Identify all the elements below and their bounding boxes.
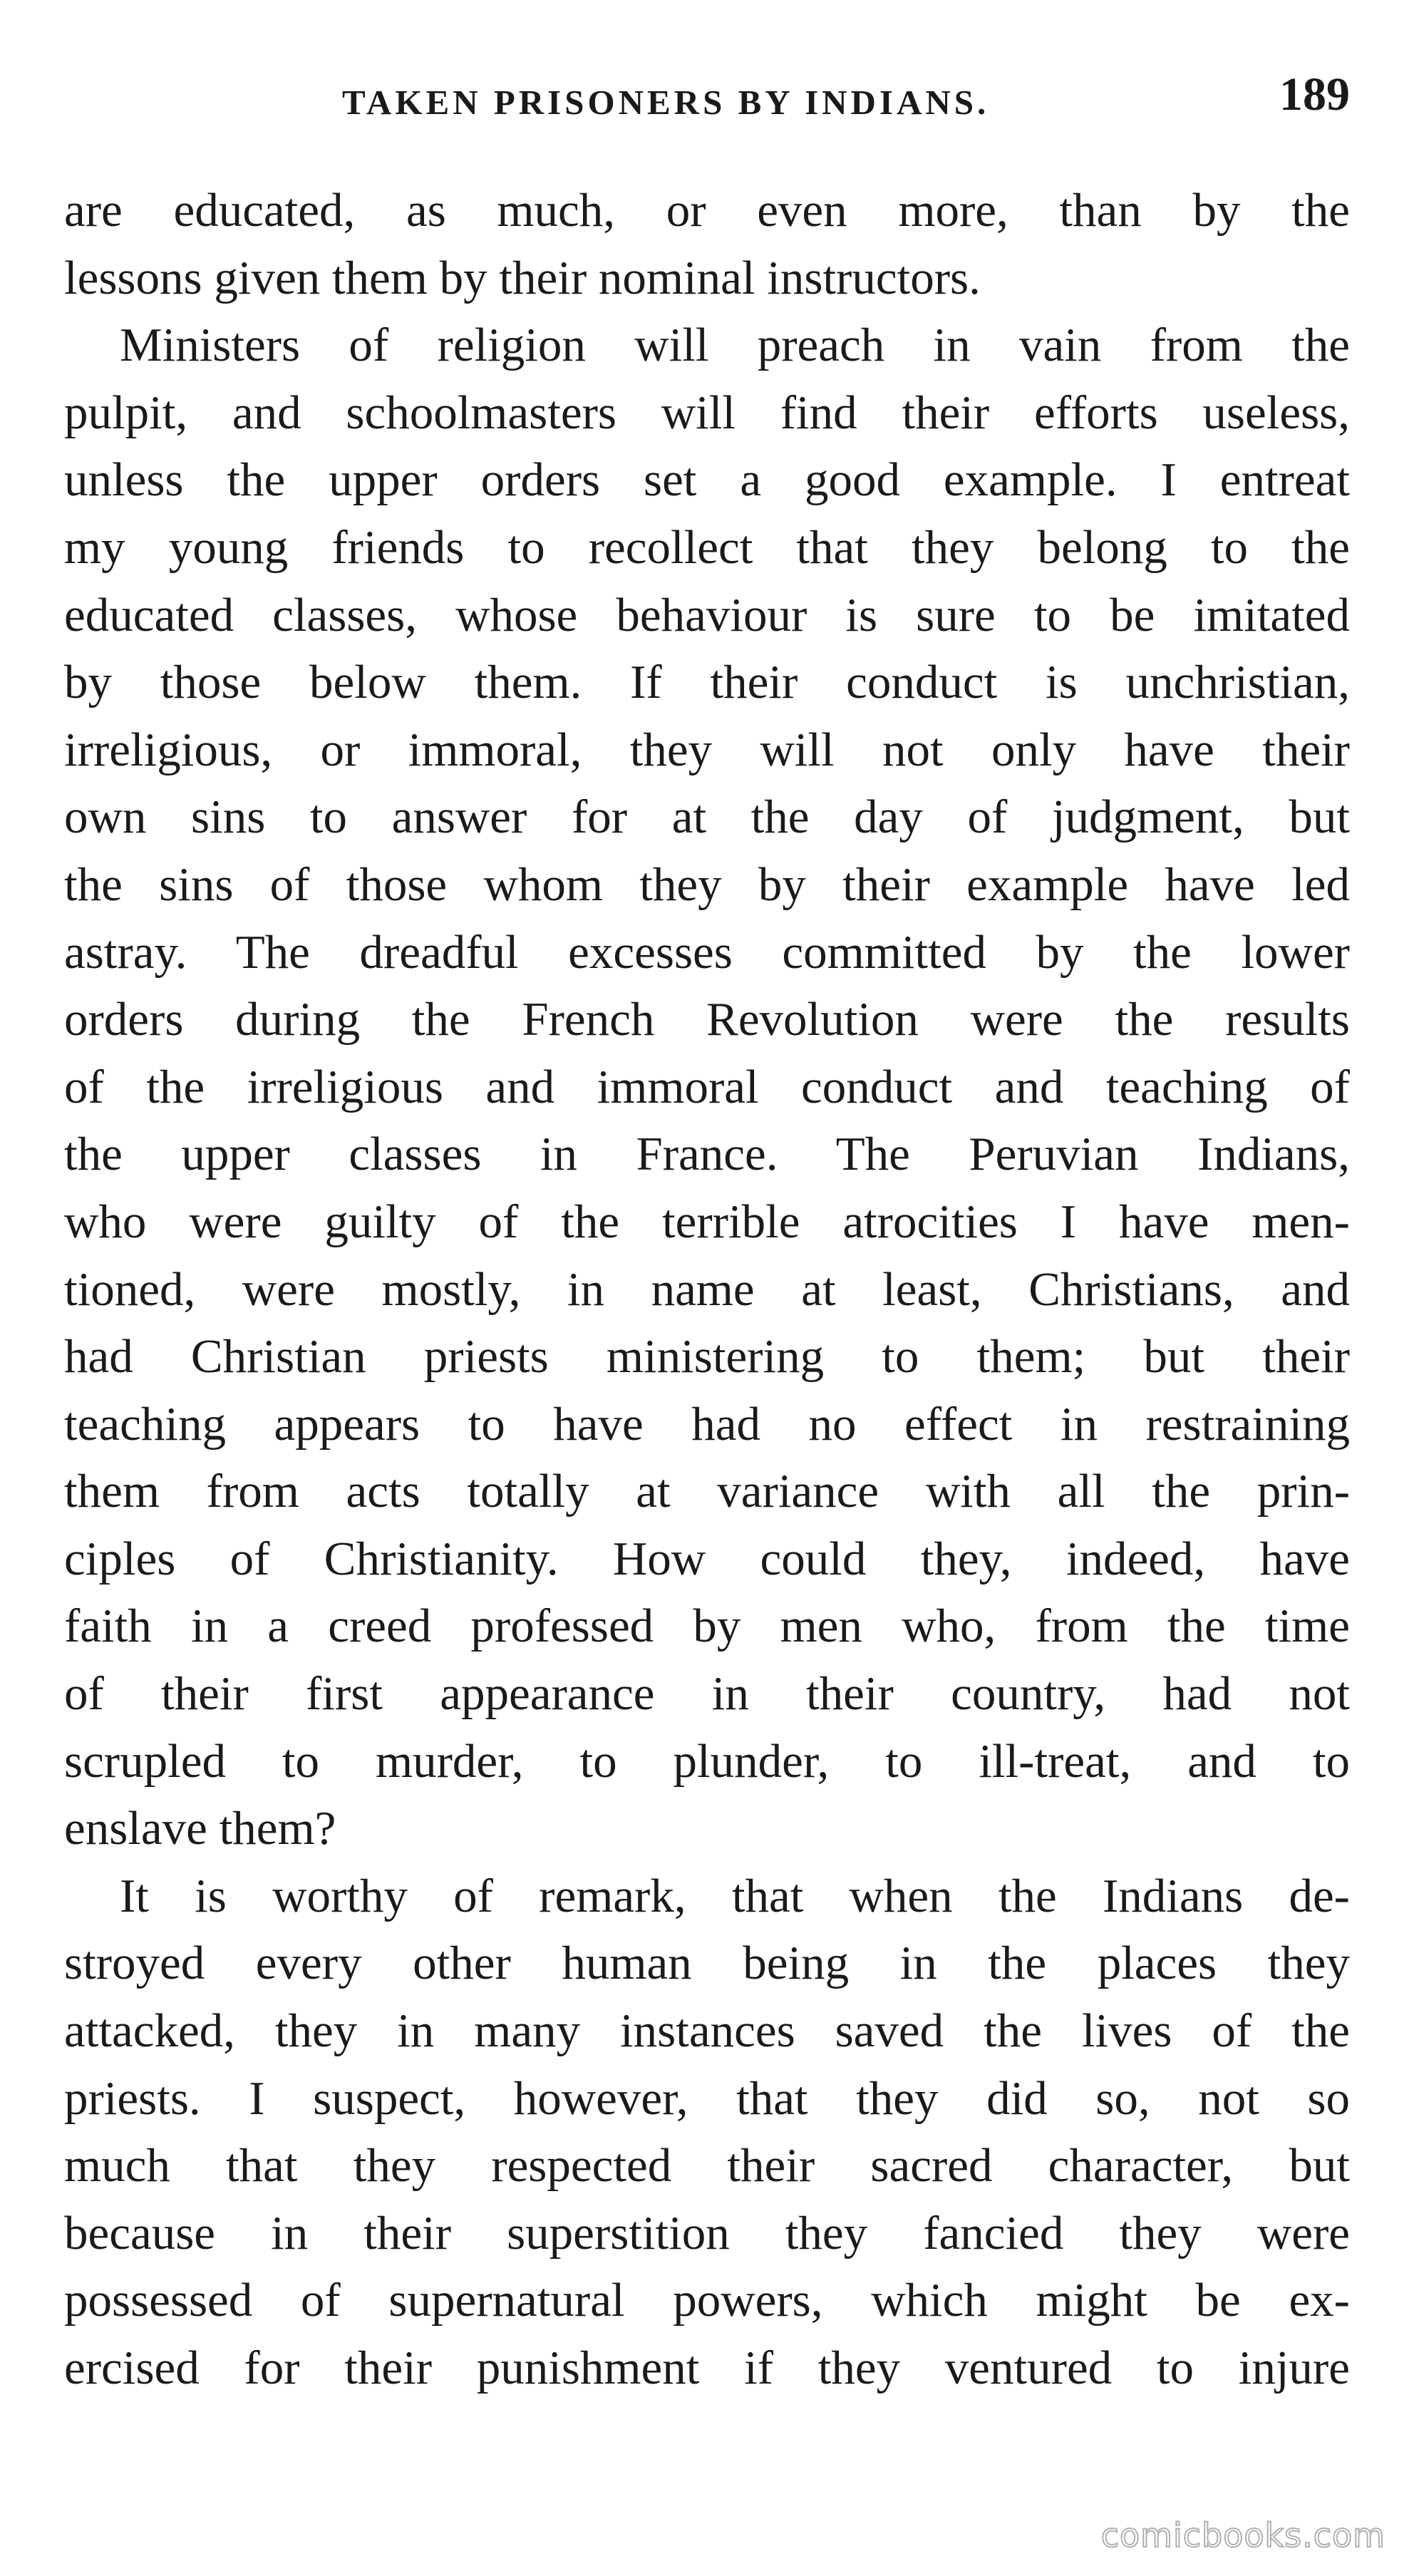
watermark: comicbooks.com <box>1100 2516 1385 2555</box>
text-line: the upper classes in France. The Peruvian Indians, <box>64 1128 1350 1181</box>
text-line: pulpit, and schoolmasters will find their efforts useless, <box>64 386 1350 439</box>
text-line: own sins to answer for at the day of judgment, but <box>64 790 1350 844</box>
text-line: astray. The dreadful excesses committed by the lower <box>64 925 1350 979</box>
text-line: are educated, as much, or even more, than by the <box>64 184 1350 237</box>
text-line: ercised for their punishment if they ventured to injure <box>64 2341 1350 2394</box>
text-line: It is worthy of remark, that when the Indians de- <box>120 1869 1350 1922</box>
text-line: faith in a creed professed by men who, from the time <box>64 1599 1350 1653</box>
text-line: the sins of those whom they by their example have led <box>64 857 1350 911</box>
running-head <box>64 68 1350 132</box>
page-number: 189 <box>1279 68 1350 120</box>
text-line: because in their superstition they fancied they were <box>64 2206 1350 2260</box>
text-line: scrupled to murder, to plunder, to ill-treat, and to <box>64 1734 1350 1788</box>
text-line: them from acts totally at variance with all the prin- <box>64 1465 1350 1518</box>
body-text <box>64 177 1350 2402</box>
text-line: irreligious, or immoral, they will not only have their <box>64 723 1350 776</box>
text-line: tioned, were mostly, in name at least, Christians, and <box>64 1262 1350 1316</box>
text-line: attacked, they in many instances saved the lives of the <box>64 2004 1350 2058</box>
text-line: Ministers of religion will preach in vain from the <box>120 319 1350 372</box>
text-line: my young friends to recollect that they belong to the <box>64 520 1350 574</box>
text-line: stroyed every other human being in the places they <box>64 1937 1350 1990</box>
text-line: orders during the French Revolution were the results <box>64 993 1350 1046</box>
text-line: by those below them. If their conduct is unchristian, <box>64 656 1350 709</box>
text-line: lessons given them by their nominal instructors. <box>64 251 981 304</box>
text-line: of their first appearance in their country, had not <box>64 1667 1350 1721</box>
text-line: educated classes, whose behaviour is sure to be imitated <box>64 588 1350 642</box>
text-line: possessed of supernatural powers, which might be ex- <box>64 2274 1350 2327</box>
text-line: priests. I suspect, however, that they did so, not so <box>64 2071 1350 2125</box>
text-line: had Christian priests ministering to them; but their <box>64 1330 1350 1384</box>
text-line: teaching appears to have had no effect in restraining <box>64 1397 1350 1451</box>
running-title: TAKEN PRISONERS BY INDIANS. <box>342 83 990 122</box>
text-line: unless the upper orders set a good example. I entreat <box>64 453 1350 507</box>
text-line: who were guilty of the terrible atrocities I have men- <box>64 1195 1350 1248</box>
text-line: enslave them? <box>64 1802 336 1855</box>
text-line: much that they respected their sacred character, but <box>64 2139 1350 2193</box>
text-line: of the irreligious and immoral conduct and teaching of <box>64 1060 1350 1113</box>
text-line: ciples of Christianity. How could they, indeed, have <box>64 1532 1350 1585</box>
